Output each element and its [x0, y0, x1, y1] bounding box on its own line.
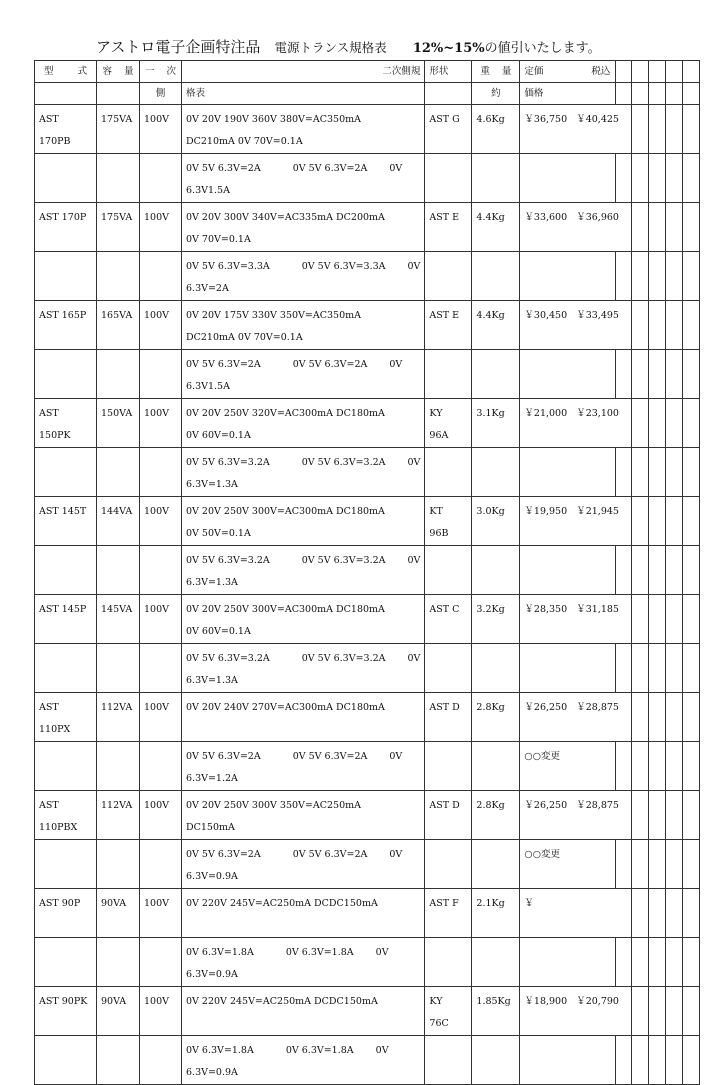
col-price: 定価 税込 — [520, 61, 616, 83]
note-cell — [520, 448, 616, 497]
shape-cell: AST D — [425, 791, 472, 840]
capacity-cell: 112VA — [97, 791, 140, 840]
primary-cell: 100V — [140, 301, 182, 350]
primary-cell: 100V — [140, 987, 182, 1036]
primary-cell: 100V — [140, 889, 182, 938]
primary-cell: 100V — [140, 399, 182, 448]
capacity-cell: 175VA — [97, 203, 140, 252]
secondary-cell: 0V 20V 190V 360V 380V=AC350mA DC210mA 0V 70V=0.1A — [182, 105, 425, 154]
primary-cell: 100V — [140, 105, 182, 154]
secondary-cell: 0V 20V 240V 270V=AC300mA DC180mA — [182, 693, 425, 742]
secondary-cell: 0V 220V 245V=AC250mA DCDC150mA — [182, 987, 425, 1036]
secondary-sub-cell: 0V 5V 6.3V=3.2A 0V 5V 6.3V=3.2A 0V 6.3V=1.3A — [182, 644, 425, 693]
document-title — [96, 36, 601, 57]
note-cell — [520, 1036, 616, 1085]
table-subrow — [35, 448, 700, 497]
weight-cell: 4.4Kg — [472, 301, 520, 350]
price-cell: ￥21,000 ￥23,100 — [520, 399, 632, 448]
secondary-sub-cell: 0V 6.3V=1.8A 0V 6.3V=1.8A 0V 6.3V=0.9A — [182, 1036, 425, 1085]
table-row — [35, 301, 700, 350]
table-row — [35, 693, 700, 742]
price-cell: ￥19,950 ￥21,945 — [520, 497, 632, 546]
col-capacity: 容 量 — [97, 61, 140, 83]
model-cell: AST 90P — [35, 889, 97, 938]
secondary-sub-cell: 0V 5V 6.3V=2A 0V 5V 6.3V=2A 0V 6.3V1.5A — [182, 154, 425, 203]
secondary-sub-cell: 0V 5V 6.3V=2A 0V 5V 6.3V=2A 0V 6.3V1.5A — [182, 350, 425, 399]
shape-cell: AST G — [425, 105, 472, 154]
shape-cell: AST C — [425, 595, 472, 644]
price-cell: ￥28,350 ￥31,185 — [520, 595, 632, 644]
secondary-sub-cell: 0V 5V 6.3V=3.2A 0V 5V 6.3V=3.2A 0V 6.3V=1.3A — [182, 448, 425, 497]
primary-cell: 100V — [140, 595, 182, 644]
shape-cell: AST D — [425, 693, 472, 742]
capacity-cell: 145VA — [97, 595, 140, 644]
model-cell: AST 170P — [35, 203, 97, 252]
capacity-cell: 90VA — [97, 889, 140, 938]
model-cell: AST 170PB — [35, 105, 97, 154]
table-subrow — [35, 840, 700, 889]
capacity-cell: 175VA — [97, 105, 140, 154]
secondary-sub-cell: 0V 5V 6.3V=2A 0V 5V 6.3V=2A 0V 6.3V=0.9A — [182, 840, 425, 889]
table-row — [35, 889, 700, 938]
capacity-cell: 150VA — [97, 399, 140, 448]
note-cell: ○○変更 — [520, 742, 616, 791]
shape-cell: AST F — [425, 889, 472, 938]
price-cell: ￥30,450 ￥33,495 — [520, 301, 632, 350]
weight-cell: 2.8Kg — [472, 693, 520, 742]
price-cell: ￥26,250 ￥28,875 — [520, 693, 632, 742]
price-cell: ￥ — [520, 889, 632, 938]
secondary-sub-cell: 0V 5V 6.3V=2A 0V 5V 6.3V=2A 0V 6.3V=1.2A — [182, 742, 425, 791]
col-shape: 形状 — [425, 61, 472, 83]
table-subrow — [35, 252, 700, 301]
secondary-cell: 0V 220V 245V=AC250mA DCDC150mA — [182, 889, 425, 938]
primary-cell: 100V — [140, 203, 182, 252]
secondary-cell: 0V 20V 250V 300V=AC300mA DC180mA 0V 60V=0.1A — [182, 595, 425, 644]
primary-cell: 100V — [140, 693, 182, 742]
note-cell: ○○変更 — [520, 840, 616, 889]
table-row — [35, 791, 700, 840]
capacity-cell: 90VA — [97, 987, 140, 1036]
header-row-1 — [35, 61, 700, 83]
shape-cell: KT 96B — [425, 497, 472, 546]
price-cell: ￥36,750 ￥40,425 — [520, 105, 632, 154]
table-subrow — [35, 938, 700, 987]
table-row — [35, 595, 700, 644]
secondary-cell: 0V 20V 300V 340V=AC335mA DC200mA 0V 70V=0.1A — [182, 203, 425, 252]
secondary-sub-cell: 0V 5V 6.3V=3.3A 0V 5V 6.3V=3.3A 0V 6.3V=2A — [182, 252, 425, 301]
secondary-sub-cell: 0V 6.3V=1.8A 0V 6.3V=1.8A 0V 6.3V=0.9A — [182, 938, 425, 987]
secondary-cell: 0V 20V 250V 300V 350V=AC250mA DC150mA — [182, 791, 425, 840]
note-cell — [520, 350, 616, 399]
title-main: アストロ電子企画特注品 — [96, 38, 261, 56]
capacity-cell: 144VA — [97, 497, 140, 546]
secondary-sub-cell: 0V 5V 6.3V=3.2A 0V 5V 6.3V=3.2A 0V 6.3V=1.3A — [182, 546, 425, 595]
model-cell: AST 165P — [35, 301, 97, 350]
capacity-cell: 165VA — [97, 301, 140, 350]
model-cell: AST 110PBX — [35, 791, 97, 840]
note-cell — [520, 154, 616, 203]
primary-cell: 100V — [140, 791, 182, 840]
weight-cell: 4.4Kg — [472, 203, 520, 252]
table-row — [35, 987, 700, 1036]
weight-cell: 4.6Kg — [472, 105, 520, 154]
note-cell — [520, 546, 616, 595]
secondary-cell: 0V 20V 250V 300V=AC300mA DC180mA 0V 50V=0.1A — [182, 497, 425, 546]
shape-cell: KY 76C — [425, 987, 472, 1036]
weight-cell: 3.1Kg — [472, 399, 520, 448]
table-subrow — [35, 644, 700, 693]
weight-cell: 3.2Kg — [472, 595, 520, 644]
model-cell: AST 145T — [35, 497, 97, 546]
col-secondary: 二次側規 — [182, 61, 425, 83]
weight-cell: 2.1Kg — [472, 889, 520, 938]
header-row-2 — [35, 83, 700, 105]
shape-cell: AST E — [425, 203, 472, 252]
table-row — [35, 399, 700, 448]
weight-cell: 1.85Kg — [472, 987, 520, 1036]
price-cell: ￥26,250 ￥28,875 — [520, 791, 632, 840]
secondary-cell: 0V 20V 175V 330V 350V=AC350mA DC210mA 0V 70V=0.1A — [182, 301, 425, 350]
table-subrow — [35, 154, 700, 203]
note-cell — [520, 252, 616, 301]
note-cell — [520, 644, 616, 693]
primary-cell: 100V — [140, 497, 182, 546]
model-cell: AST 145P — [35, 595, 97, 644]
weight-cell: 2.8Kg — [472, 791, 520, 840]
table-row — [35, 497, 700, 546]
title-sub: 電源トランス規格表 — [274, 40, 387, 55]
col-model: 型 式 — [35, 61, 97, 83]
table-row — [35, 105, 700, 154]
discount-text: の値引いたします。 — [484, 41, 601, 56]
model-cell: AST 90PK — [35, 987, 97, 1036]
col-primary: 一 次 — [140, 61, 182, 83]
transformer-spec-table — [34, 60, 700, 1085]
table-subrow — [35, 546, 700, 595]
col-secondary-2: 格表 — [182, 83, 425, 105]
capacity-cell: 112VA — [97, 693, 140, 742]
discount-percent: 12%~15% — [412, 41, 485, 56]
col-primary-side: 側 — [140, 83, 182, 105]
model-cell: AST 150PK — [35, 399, 97, 448]
table-subrow — [35, 350, 700, 399]
col-weight: 重 量 — [472, 61, 520, 83]
note-cell — [520, 938, 616, 987]
col-weight-approx: 約 — [472, 83, 520, 105]
table-subrow — [35, 1036, 700, 1085]
model-cell: AST 110PX — [35, 693, 97, 742]
shape-cell: KY 96A — [425, 399, 472, 448]
price-cell: ￥33,600 ￥36,960 — [520, 203, 632, 252]
price-cell: ￥18,900 ￥20,790 — [520, 987, 632, 1036]
table-row — [35, 203, 700, 252]
col-price-2: 価格 — [520, 83, 616, 105]
secondary-cell: 0V 20V 250V 320V=AC300mA DC180mA 0V 60V=0.1A — [182, 399, 425, 448]
weight-cell: 3.0Kg — [472, 497, 520, 546]
discount-note — [413, 41, 601, 56]
shape-cell: AST E — [425, 301, 472, 350]
table-subrow — [35, 742, 700, 791]
